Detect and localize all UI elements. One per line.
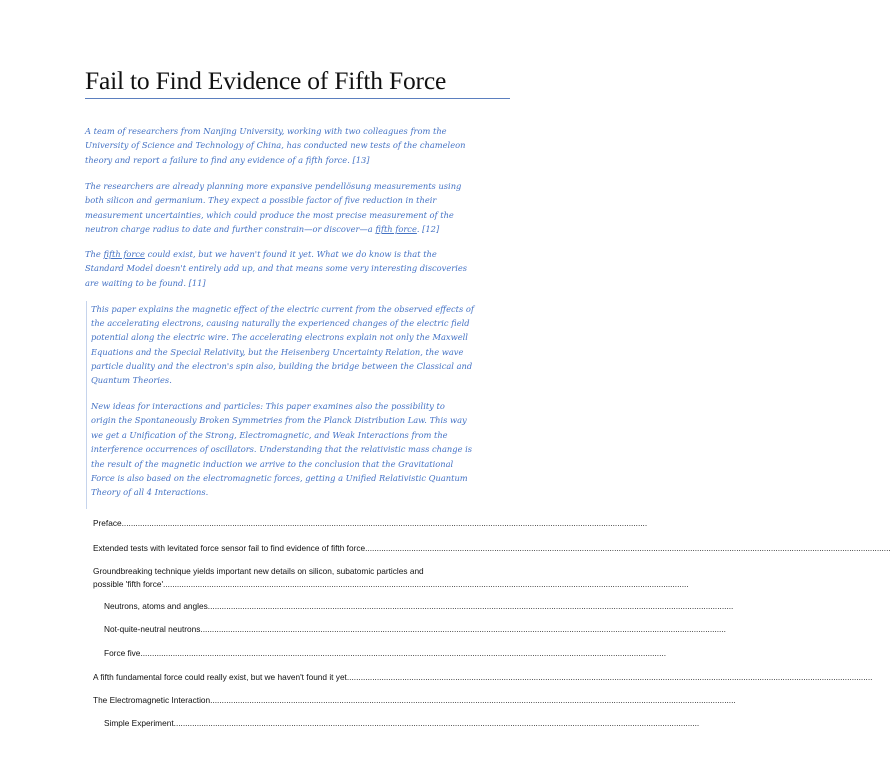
paragraph-line: New ideas for interactions and particles: This paper examines also the possibility to	[91, 401, 445, 411]
toc-entry-neutrons[interactable]	[104, 601, 734, 611]
fifth-force-link[interactable]: fifth force	[375, 224, 417, 235]
toc-label: Preface	[93, 518, 122, 528]
toc-entry-groundbreaking[interactable]	[93, 566, 540, 576]
toc-leader: ....................................................................................................................................................................................................................................	[121, 518, 648, 528]
toc-leader: ....................................................................................................................................................................................................................................	[210, 695, 736, 705]
toc-label: Simple Experiment	[104, 718, 174, 728]
paragraph-line: theory and report a failure to find any evidence of a fifth force. [13]	[85, 154, 370, 165]
paragraph-line: particle duality and the electron's spin also, building the bridge between the Classical and	[91, 360, 473, 371]
toc-leader: ....................................................................................................................................................................................................................................	[200, 624, 726, 634]
paragraph-text: The	[85, 249, 104, 259]
toc-entry-groundbreaking-cont[interactable]	[93, 579, 689, 589]
citation: . [12]	[416, 224, 440, 235]
paragraph-text: could exist, but we haven't found it yet. What we do know is that the	[144, 249, 437, 259]
paragraph-line: potential along the electric wire. The accelerating electrons explain not only the Maxwell	[91, 332, 468, 343]
paragraph-text: neutron charge radius to date and further constrain—or discover—a	[85, 224, 376, 235]
paragraph-line: the accelerating electrons, causing naturally the experienced changes of the electric field	[91, 318, 470, 329]
toc-leader: ....................................................................................................................................................................................................................................	[173, 718, 700, 728]
paragraph-nanjing	[85, 124, 465, 167]
toc-leader: ....................................................................................................................................................................................................................................	[346, 672, 873, 682]
toc-leader: ....................................................................................................................................................................................................................................	[207, 601, 734, 611]
paragraph-line	[85, 247, 467, 261]
toc-entry-simple-experiment[interactable]	[104, 718, 700, 728]
page-title: Fail to Find Evidence of Fifth Force	[85, 66, 447, 95]
toc-leader: ....................................................................................................................................................................................................................................	[140, 648, 667, 658]
paragraph-line: The researchers are already planning more expansive pendellösung measurements using	[85, 181, 462, 191]
fifth-force-link[interactable]: fifth force	[103, 249, 145, 259]
toc-label: A fifth fundamental force could really exist, but we haven't found it yet	[93, 672, 347, 682]
paragraph-line: are waiting to be found. [11]	[85, 277, 206, 288]
toc-entry-not-quite-neutral[interactable]	[104, 624, 726, 634]
paragraph-line	[85, 222, 461, 236]
toc-label: The Electromagnetic Interaction	[93, 695, 211, 705]
toc-leader: ....................................................................................................................................................................................................................................	[365, 543, 891, 553]
toc-entry-extended-tests[interactable]	[93, 543, 891, 553]
paragraph-pendellosung	[85, 179, 461, 237]
paragraph-line: origin the Spontaneously Broken Symmetries from the Planck Distribution Law. This way	[91, 415, 467, 426]
toc-entry-force-five[interactable]	[104, 648, 667, 658]
paragraph-abstract	[91, 302, 474, 387]
paragraph-line: Equations and the Special Relativity, but the Heisenberg Uncertainty Relation, the wave	[91, 346, 464, 357]
title-underline	[85, 98, 510, 99]
paragraph-line: Quantum Theories.	[91, 374, 172, 385]
paragraph-line: Theory of all 4 Interactions.	[91, 487, 209, 498]
toc-entry-electromagnetic[interactable]	[93, 695, 736, 705]
paragraph-line: Standard Model doesn't entirely add up, and that means some very interesting discoveries	[85, 263, 468, 274]
paragraph-line: both silicon and germanium. They expect a possible factor of five reduction in their	[85, 195, 437, 206]
toc-label: Groundbreaking technique yields important new details on silicon, subatomic particles and	[93, 566, 424, 576]
toc-label: Neutrons, atoms and angles	[104, 601, 208, 611]
paragraph-line: A team of researchers from Nanjing University, working with two colleagues from the	[85, 126, 447, 136]
paragraph-line: we get a Unification of the Strong, Electromagnetic, and Weak Interactions from the	[91, 429, 448, 440]
paragraph-line: interference occurrences of oscillators. Understanding that the relativistic mass change is	[91, 444, 473, 455]
paragraph-line: the result of the magnetic induction we arrive to the conclusion that the Gravitational	[91, 458, 454, 469]
toc-label: Extended tests with levitated force sensor fail to find evidence of fifth force	[93, 543, 366, 553]
paragraph-line: measurement uncertainties, which could produce the most precise measurement of the	[85, 209, 454, 220]
paragraph-new-ideas	[91, 399, 472, 500]
quote-border	[86, 301, 87, 509]
paragraph-line: Force is also based on the electromagnetic forces, getting a Unified Relativistic Quantum	[91, 472, 468, 483]
paragraph-standard-model	[85, 247, 467, 290]
toc-entry-fifth-fundamental[interactable]	[93, 672, 873, 682]
toc-entry-preface[interactable]	[93, 518, 648, 528]
toc-leader: ....................................................................................................................................................................................................................................	[163, 579, 689, 589]
toc-label: possible 'fifth force'	[93, 579, 164, 589]
toc-label: Force five	[104, 648, 141, 658]
toc-label: Not-quite-neutral neutrons	[104, 624, 201, 634]
paragraph-line: University of Science and Technology of China, has conducted new tests of the chameleon	[85, 140, 466, 151]
paragraph-line: This paper explains the magnetic effect of the electric current from the observed effects of	[91, 304, 474, 314]
